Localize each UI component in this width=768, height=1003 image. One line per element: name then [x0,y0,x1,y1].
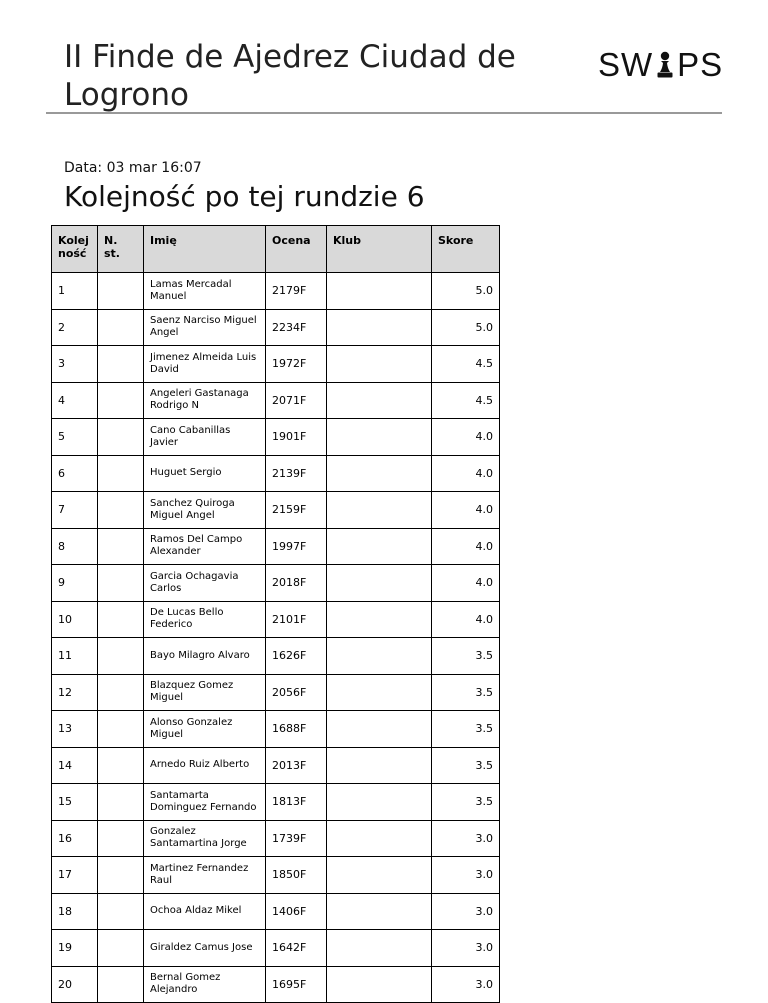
cell-name: Sanchez Quiroga Miguel Angel [144,492,266,529]
cell-start-number [98,309,144,346]
cell-score: 4.0 [432,455,500,492]
cell-rank: 12 [52,674,98,711]
tournament-title: II Finde de Ajedrez Ciudad de Logrono [64,39,516,113]
cell-rating: 1813F [266,784,327,821]
cell-club [327,966,432,1003]
cell-name: Angeleri Gastanaga Rodrigo N [144,382,266,419]
logo-text-left: SW [598,46,654,83]
cell-start-number [98,711,144,748]
table-row [52,309,500,346]
cell-name: Bayo Milagro Alvaro [144,638,266,675]
cell-score: 5.0 [432,273,500,310]
table-row [52,930,500,967]
cell-club [327,893,432,930]
cell-name: Ramos Del Campo Alexander [144,528,266,565]
cell-rating: 1695F [266,966,327,1003]
table-row [52,492,500,529]
cell-score: 3.0 [432,893,500,930]
cell-rating: 1997F [266,528,327,565]
cell-score: 4.5 [432,382,500,419]
cell-start-number [98,674,144,711]
cell-name: Garcia Ochagavia Carlos [144,565,266,602]
cell-score: 3.5 [432,711,500,748]
cell-club [327,674,432,711]
cell-rank: 14 [52,747,98,784]
header-club: Klub [327,226,432,273]
cell-start-number [98,492,144,529]
cell-name: Gonzalez Santamartina Jorge [144,820,266,857]
cell-club [327,711,432,748]
cell-start-number [98,419,144,456]
cell-rating: 2071F [266,382,327,419]
logo-text-right: PS [677,46,724,83]
table-row [52,820,500,857]
table-row [52,893,500,930]
cell-score: 4.0 [432,528,500,565]
cell-name: Blazquez Gomez Miguel [144,674,266,711]
table-row [52,857,500,894]
cell-name: Lamas Mercadal Manuel [144,273,266,310]
table-row [52,565,500,602]
cell-rank: 15 [52,784,98,821]
cell-score: 3.0 [432,820,500,857]
cell-club [327,638,432,675]
cell-name: Huguet Sergio [144,455,266,492]
cell-score: 4.5 [432,346,500,383]
cell-score: 3.5 [432,784,500,821]
cell-club [327,419,432,456]
header-name: Imię [144,226,266,273]
table-row [52,528,500,565]
cell-club [327,528,432,565]
cell-score: 5.0 [432,309,500,346]
cell-start-number [98,747,144,784]
cell-rank: 16 [52,820,98,857]
table-row [52,747,500,784]
header-score: Skore [432,226,500,273]
cell-club [327,565,432,602]
cell-club [327,784,432,821]
cell-club [327,382,432,419]
cell-rank: 3 [52,346,98,383]
cell-start-number [98,346,144,383]
cell-name: De Lucas Bello Federico [144,601,266,638]
cell-rank: 7 [52,492,98,529]
table-row [52,382,500,419]
cell-rank: 10 [52,601,98,638]
cell-rank: 8 [52,528,98,565]
cell-name: Saenz Narciso Miguel Angel [144,309,266,346]
cell-start-number [98,930,144,967]
cell-start-number [98,601,144,638]
cell-club [327,273,432,310]
cell-score: 4.0 [432,492,500,529]
cell-rating: 2234F [266,309,327,346]
cell-start-number [98,528,144,565]
cell-start-number [98,857,144,894]
cell-rank: 6 [52,455,98,492]
cell-club [327,930,432,967]
cell-rank: 13 [52,711,98,748]
swips-logo [598,46,723,84]
cell-club [327,309,432,346]
cell-rating: 1642F [266,930,327,967]
cell-name: Martinez Fernandez Raul [144,857,266,894]
cell-rating: 1901F [266,419,327,456]
cell-rank: 5 [52,419,98,456]
cell-rating: 2056F [266,674,327,711]
cell-score: 3.5 [432,674,500,711]
table-row [52,455,500,492]
cell-rating: 2139F [266,455,327,492]
table-row [52,674,500,711]
cell-name: Jimenez Almeida Luis David [144,346,266,383]
cell-rank: 17 [52,857,98,894]
cell-start-number [98,893,144,930]
cell-rank: 19 [52,930,98,967]
cell-rating: 1739F [266,820,327,857]
cell-score: 3.0 [432,930,500,967]
standings-table [51,225,500,1003]
header-rank: Kolej ność [52,226,98,273]
cell-rank: 18 [52,893,98,930]
cell-score: 4.0 [432,601,500,638]
cell-name: Cano Cabanillas Javier [144,419,266,456]
table-row [52,419,500,456]
cell-club [327,820,432,857]
cell-name: Giraldez Camus Jose [144,930,266,967]
cell-rating: 2179F [266,273,327,310]
header-start-number: N. st. [98,226,144,273]
header-rating: Ocena [266,226,327,273]
cell-name: Ochoa Aldaz Mikel [144,893,266,930]
cell-rank: 20 [52,966,98,1003]
cell-rating: 2159F [266,492,327,529]
cell-name: Bernal Gomez Alejandro [144,966,266,1003]
table-row [52,601,500,638]
page-header [0,0,768,120]
cell-score: 3.5 [432,747,500,784]
cell-name: Arnedo Ruiz Alberto [144,747,266,784]
cell-rating: 1626F [266,638,327,675]
round-title: Kolejność po tej rundzie 6 [64,180,425,213]
cell-rank: 11 [52,638,98,675]
cell-score: 3.0 [432,857,500,894]
cell-club [327,346,432,383]
cell-rating: 1972F [266,346,327,383]
cell-start-number [98,966,144,1003]
cell-score: 4.0 [432,565,500,602]
cell-rating: 2018F [266,565,327,602]
cell-club [327,492,432,529]
chess-pawn-icon [654,51,676,79]
cell-start-number [98,382,144,419]
cell-rating: 1850F [266,857,327,894]
cell-rank: 2 [52,309,98,346]
cell-club [327,601,432,638]
cell-score: 3.0 [432,966,500,1003]
table-row [52,784,500,821]
cell-rank: 1 [52,273,98,310]
cell-rank: 9 [52,565,98,602]
table-row [52,273,500,310]
cell-name: Santamarta Dominguez Fernando [144,784,266,821]
cell-start-number [98,820,144,857]
cell-rating: 1688F [266,711,327,748]
cell-rating: 1406F [266,893,327,930]
table-row [52,346,500,383]
cell-start-number [98,638,144,675]
table-row [52,638,500,675]
table-header-row [52,226,500,273]
cell-club [327,455,432,492]
cell-score: 4.0 [432,419,500,456]
report-date: Data: 03 mar 16:07 [64,160,202,176]
cell-rating: 2013F [266,747,327,784]
cell-start-number [98,784,144,821]
table-row [52,966,500,1003]
cell-rank: 4 [52,382,98,419]
header-divider [46,112,722,114]
cell-start-number [98,565,144,602]
cell-rating: 2101F [266,601,327,638]
cell-club [327,747,432,784]
table-row [52,711,500,748]
cell-name: Alonso Gonzalez Miguel [144,711,266,748]
cell-score: 3.5 [432,638,500,675]
cell-start-number [98,273,144,310]
cell-club [327,857,432,894]
cell-start-number [98,455,144,492]
